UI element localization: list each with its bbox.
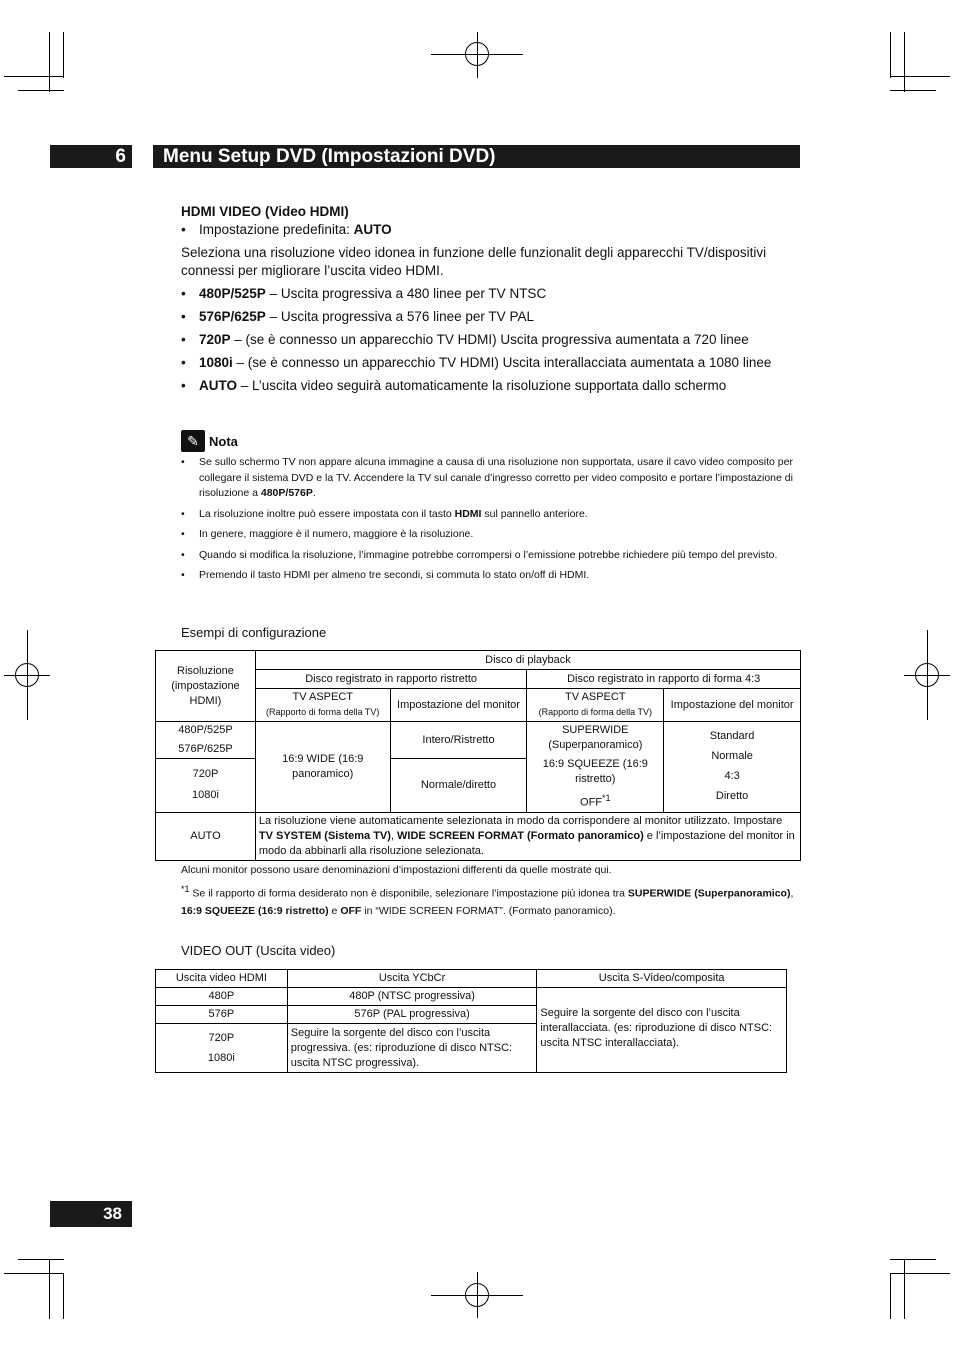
vo-480p-ycbcr: 480P (NTSC progressiva): [287, 988, 537, 1006]
config-table: [155, 650, 801, 861]
note-1: • Se sullo schermo TV non appare alcuna immagine a causa di una risoluzione non supportata, usare il cavo video composito per collegare il sistema DVD e la TV. Accendere la TV sul canale d’ingresso corretto per video composito e portare l’impostazione di risoluzione a 480P/576P.: [181, 455, 801, 502]
option-480p: • 480P/525P – Uscita progressiva a 480 linee per TV NTSC: [181, 285, 801, 303]
pencil-note-icon: ✎: [181, 430, 205, 452]
auto-description: La risoluzione viene automaticamente selezionata in modo da corrispondere al monitor utilizzato. Impostare TV SYSTEM (Sistema TV), WIDE SCREEN FORMAT (Formato panoramico) e l’impostazione del monitor in modo da abbinarli alla risoluzione selezionata.: [255, 812, 800, 860]
note-3: • In genere, maggiore è il numero, maggiore è la risoluzione.: [181, 527, 801, 543]
wide43-header: Disco registrato in rapporto di forma 4:3: [527, 670, 801, 689]
option-1080i: • 1080i – (se è connesso un apparecchio TV HDMI) Uscita interallacciata aumentata a 1080 linee: [181, 354, 801, 372]
vo-576p-ycbcr: 576P (PAL progressiva): [287, 1006, 537, 1024]
tv-aspect-header-2: TV ASPECT (Rapporto di forma della TV): [527, 689, 664, 722]
monitor-43-cell: Standard Normale 4:3 Diretto: [664, 722, 801, 813]
vo-header-hdmi: Uscita video HDMI: [156, 970, 288, 988]
note-2: • La risoluzione inoltre può essere impostata con il tasto HDMI sul pannello anteriore.: [181, 507, 801, 523]
config-footnotes: [181, 862, 801, 920]
vo-576p: 576P: [156, 1006, 288, 1024]
vo-720p-ycbcr: Seguire la sorgente del disco con l’uscita progressiva. (es: riproduzione di disco NTSC: uscita NTSC progressiva).: [287, 1024, 537, 1073]
nota-header: [181, 430, 238, 452]
config-title: Esempi di configurazione: [181, 625, 327, 640]
monitor-header-1: Impostazione del monitor: [390, 689, 527, 722]
tv-aspect-header-1: TV ASPECT (Rapporto di forma della TV): [255, 689, 390, 722]
res-row-1: 480P/525P 576P/625P: [156, 722, 256, 759]
note-4: • Quando si modifica la risoluzione, l’immagine potrebbe corrompersi o l’emissione potrebbe richiedere più tempo del previsto.: [181, 548, 801, 564]
option-auto: • AUTO – L’uscita video seguirà automaticamente la risoluzione supportata dallo schermo: [181, 377, 801, 395]
footnote-1: Alcuni monitor possono usare denominazioni d’impostazioni differenti da quelle mostrate qui.: [181, 864, 612, 876]
page-number: 38: [50, 1201, 132, 1227]
disc-playback-header: Disco di playback: [255, 651, 800, 670]
footnote-2: $^{*1}$ Se il rapporto di forma desiderato non è disponibile, selezionare l’impostazione più idonea tra SUPERWIDE (Superpanoramico), 16:9 SQUEEZE (16:9 ristretto) e OFF in “WIDE SCREEN FORMAT”. (Formato panoramico).: [181, 884, 794, 917]
note-5: • Premendo il tasto HDMI per almeno tre secondi, si commuta lo stato on/off di HDMI.: [181, 568, 801, 584]
res-header: Risoluzione (impostazione HDMI): [156, 651, 256, 722]
vo-720p-1080i: 720P 1080i: [156, 1024, 288, 1073]
res-row-2: 720P 1080i: [156, 759, 256, 812]
auto-cell: AUTO: [156, 812, 256, 860]
nota-title: Nota: [209, 433, 238, 449]
chapter-title: Menu Setup DVD (Impostazioni DVD): [153, 145, 800, 168]
chapter-number: 6: [50, 145, 132, 168]
default-setting: • Impostazione predefinita: AUTO: [181, 221, 801, 239]
wide169-cell: 16:9 WIDE (16:9 panoramico): [255, 722, 390, 813]
monitor-header-2: Impostazione del monitor: [664, 689, 801, 722]
vo-header-ycbcr: Uscita YCbCr: [287, 970, 537, 988]
hdmi-video-description: Seleziona una risoluzione video idonea in funzione delle funzionalit degli apparecchi TV/dispositivi connessi per migliorare l’uscita video HDMI.: [181, 245, 767, 278]
video-out-title: VIDEO OUT (Uscita video): [181, 943, 336, 958]
vo-480p: 480P: [156, 988, 288, 1006]
tv-aspect-43-cell: SUPERWIDE (Superpanoramico) 16:9 SQUEEZE (16:9 ristretto) OFF$^{*1}$: [527, 722, 664, 813]
vo-svideo-cell: Seguire la sorgente del disco con l’uscita interallacciata. (es: riproduzione di disco NTSC: uscita NTSC interallacciata).: [537, 988, 787, 1073]
vo-header-svideo: Uscita S-Video/composita: [537, 970, 787, 988]
nota-list: [181, 455, 801, 589]
option-576p: • 576P/625P – Uscita progressiva a 576 linee per TV PAL: [181, 308, 801, 326]
option-720p: • 720P – (se è connesso un apparecchio TV HDMI) Uscita progressiva aumentata a 720 linee: [181, 331, 801, 349]
hdmi-video-title: HDMI VIDEO (Video HDMI): [181, 204, 349, 219]
narrow-header: Disco registrato in rapporto ristretto: [255, 670, 526, 689]
video-out-table: [155, 969, 787, 1073]
normal-direct-cell: Normale/diretto: [390, 759, 527, 812]
hdmi-video-section: [181, 203, 801, 400]
full-narrow-cell: Intero/Ristretto: [390, 722, 527, 759]
